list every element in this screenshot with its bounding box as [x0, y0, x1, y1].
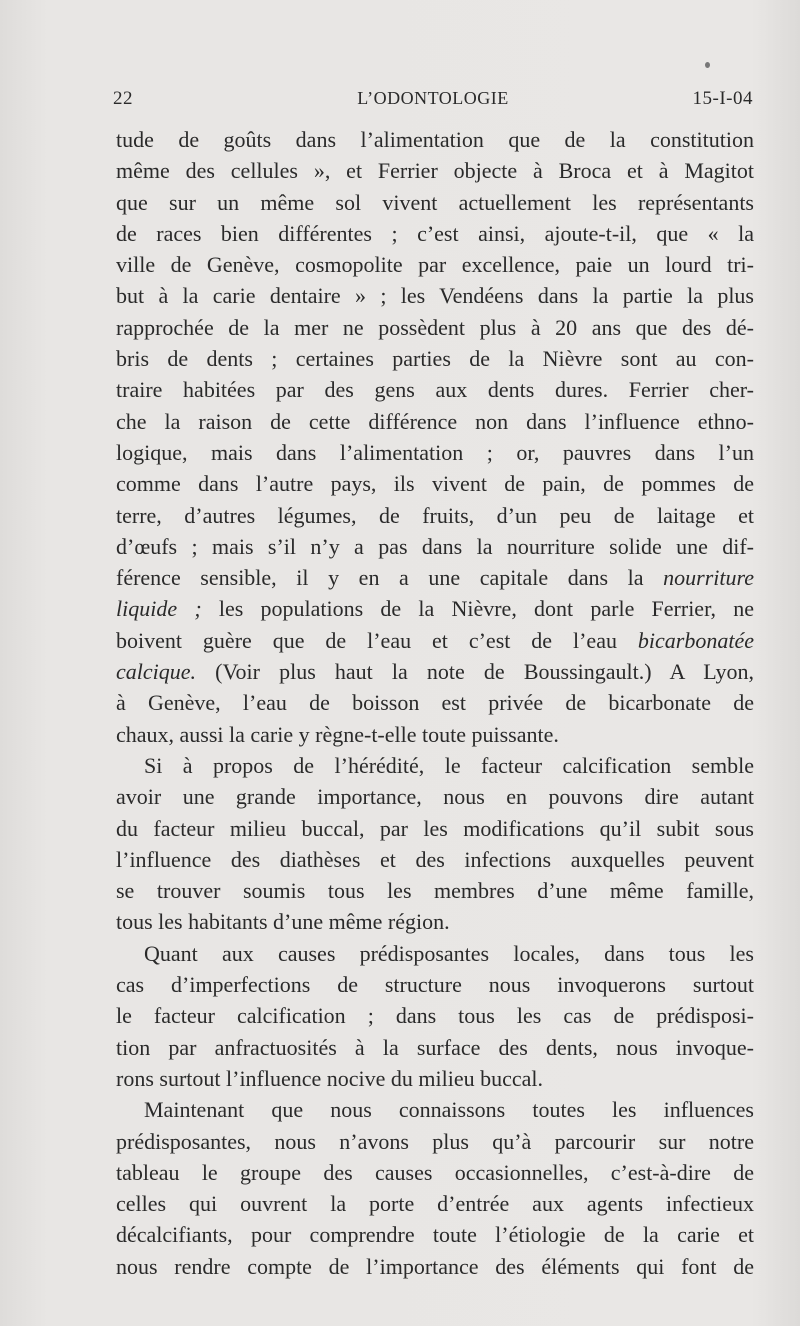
text-line [116, 1188, 754, 1219]
line-text: de races bien différentes ; c’est ainsi, ajoute-t-il, que « la [116, 220, 754, 246]
text-line [116, 562, 754, 593]
text-line [116, 280, 754, 311]
text-line [116, 875, 754, 906]
text-line [116, 374, 754, 405]
line-text: but à la carie dentaire » ; les Vendéens dans la partie la plus [116, 283, 754, 309]
text-line [116, 781, 754, 812]
text-line [116, 1032, 754, 1063]
text-line [116, 969, 754, 1000]
text-line [116, 343, 754, 374]
text-line [116, 1126, 754, 1157]
line-text: Quant aux causes prédisposantes locales, dans tous les [144, 940, 754, 966]
line-text: tous les habitants d’une même région. [116, 909, 450, 935]
line-text: celles qui ouvrent la porte d’entrée aux agents infectieux [116, 1191, 754, 1217]
line-text: les populations de la Nièvre, dont parle Ferrier, ne [201, 596, 755, 622]
text-line [116, 1157, 754, 1188]
text-line [116, 719, 754, 750]
line-text: boivent guère que de l’eau et c’est de l’eau [116, 627, 638, 653]
text-line [116, 1000, 754, 1031]
line-text: même des cellules », et Ferrier objecte à Broca et à Magitot [116, 158, 754, 184]
italic-text: bicarbonatée [637, 627, 754, 653]
line-text: tion par anfractuosités à la surface des dents, nous invoque- [116, 1034, 754, 1060]
text-line [116, 500, 754, 531]
text-line [116, 844, 754, 875]
line-text: le facteur calcification ; dans tous les cas de prédisposi- [116, 1003, 754, 1029]
line-text: férence sensible, il y en a une capitale dans la [116, 565, 664, 591]
text-line [116, 406, 754, 437]
line-text: logique, mais dans l’alimentation ; or, pauvres dans l’un [116, 439, 754, 465]
running-title: L’ODONTOLOGIE [357, 88, 509, 108]
line-text: rons surtout l’influence nocive du milieu buccal. [116, 1065, 544, 1091]
line-text: traire habitées par des gens aux dents dures. Ferrier cher- [116, 377, 754, 403]
ink-speck [705, 62, 710, 68]
text-line [116, 938, 754, 969]
text-line [116, 813, 754, 844]
text-line [116, 124, 754, 155]
italic-text: nourriture [663, 565, 754, 591]
line-text: terre, d’autres légumes, de fruits, d’un peu de laitage et [116, 502, 754, 528]
line-text: ville de Genève, cosmopolite par excellence, paie un lourd tri- [116, 252, 754, 278]
line-text: (Voir plus haut la note de Boussingault.) A Lyon, [196, 659, 754, 685]
text-line [116, 1251, 754, 1282]
line-text: prédisposantes, nous n’avons plus qu’à parcourir sur notre [116, 1128, 754, 1154]
text-line [116, 687, 754, 718]
line-text: tude de goûts dans l’alimentation que de la constitution [116, 127, 754, 152]
line-text: se trouver soumis tous les membres d’une même famille, [116, 878, 754, 904]
text-line [116, 531, 754, 562]
line-text: avoir une grande importance, nous en pouvons dire autant [116, 784, 754, 810]
line-text: que sur un même sol vivent actuellement les représentants [116, 189, 754, 215]
body-text [116, 124, 754, 1282]
page-number: 22 [113, 88, 133, 109]
line-text: bris de dents ; certaines parties de la Nièvre sont au con- [116, 346, 754, 372]
text-line [116, 593, 754, 624]
text-line [116, 656, 754, 687]
line-text: Si à propos de l’hérédité, le facteur calcification semble [144, 752, 754, 778]
text-line [116, 249, 754, 280]
text-line [116, 218, 754, 249]
italic-text: liquide ; [116, 596, 202, 622]
line-text: comme dans l’autre pays, ils vivent de pain, de pommes de [116, 471, 754, 497]
text-line [116, 1063, 754, 1094]
running-header [113, 88, 753, 118]
line-text: du facteur milieu buccal, par les modifications qu’il subit sous [116, 815, 754, 841]
text-line [116, 187, 754, 218]
line-text: à Genève, l’eau de boisson est privée de bicarbonate de [116, 690, 754, 716]
text-line [116, 1219, 754, 1250]
text-line [116, 437, 754, 468]
line-text: l’influence des diathèses et des infections auxquelles peuvent [116, 846, 754, 872]
line-text: cas d’imperfections de structure nous invoquerons surtout [116, 972, 754, 998]
line-text: nous rendre compte de l’importance des éléments qui font de [116, 1253, 754, 1279]
text-line [116, 906, 754, 937]
text-line [116, 155, 754, 186]
issue-date: 15-I-04 [692, 88, 753, 109]
text-line [116, 468, 754, 499]
line-text: tableau le groupe des causes occasionnelles, c’est-à-dire de [116, 1159, 754, 1185]
line-text: d’œufs ; mais s’il n’y a pas dans la nourriture solide une dif- [116, 533, 754, 559]
line-text: chaux, aussi la carie y règne-t-elle toute puissante. [116, 721, 559, 747]
italic-text: calcique. [116, 659, 197, 685]
text-line [116, 625, 754, 656]
text-line [116, 750, 754, 781]
line-text: che la raison de cette différence non dans l’influence ethno- [116, 408, 754, 434]
line-text: décalcifiants, pour comprendre toute l’étiologie de la carie et [116, 1222, 754, 1248]
text-line [116, 1094, 754, 1125]
line-text: rapprochée de la mer ne possèdent plus à 20 ans que des dé- [116, 314, 754, 340]
line-text: Maintenant que nous connaissons toutes les influences [144, 1097, 754, 1123]
text-line [116, 312, 754, 343]
